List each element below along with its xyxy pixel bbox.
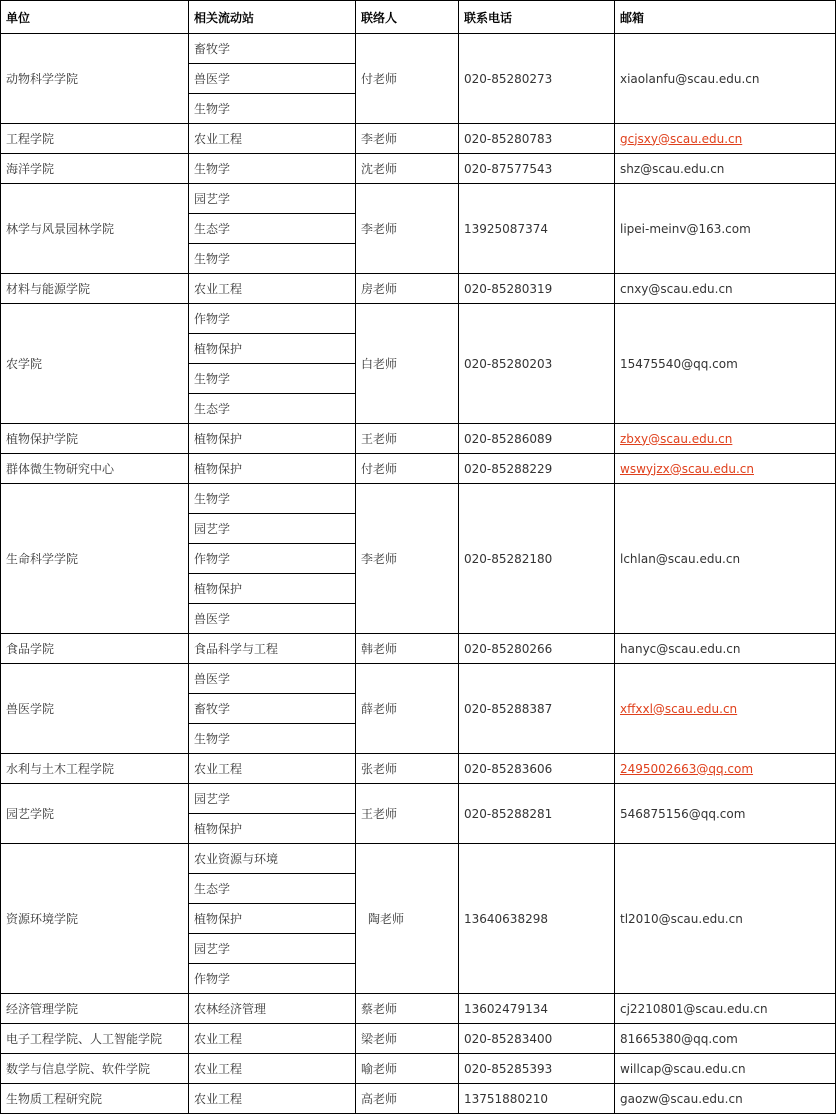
cell-station: 植物保护 bbox=[189, 424, 356, 454]
cell-phone: 020-85288229 bbox=[459, 454, 615, 484]
cell-station: 作物学 bbox=[189, 544, 356, 574]
email-link[interactable]: zbxy@scau.edu.cn bbox=[620, 431, 733, 446]
cell-email: shz@scau.edu.cn bbox=[615, 154, 836, 184]
cell-contact: 王老师 bbox=[356, 424, 459, 454]
cell-unit: 海洋学院 bbox=[1, 154, 189, 184]
cell-email: xiaolanfu@scau.edu.cn bbox=[615, 34, 836, 124]
cell-station: 农业工程 bbox=[189, 1054, 356, 1084]
cell-phone: 020-87577543 bbox=[459, 154, 615, 184]
cell-contact: 韩老师 bbox=[356, 634, 459, 664]
email-link[interactable]: wswyjzx@scau.edu.cn bbox=[620, 461, 754, 476]
cell-email: gaozw@scau.edu.cn bbox=[615, 1084, 836, 1114]
cell-station: 生态学 bbox=[189, 874, 356, 904]
table-row bbox=[1, 664, 836, 694]
table-row bbox=[1, 424, 836, 454]
cell-unit: 农学院 bbox=[1, 304, 189, 424]
cell-station: 园艺学 bbox=[189, 934, 356, 964]
cell-email: tl2010@scau.edu.cn bbox=[615, 844, 836, 994]
cell-station: 生物学 bbox=[189, 364, 356, 394]
cell-contact: 蔡老师 bbox=[356, 994, 459, 1024]
table-row bbox=[1, 304, 836, 334]
table-row bbox=[1, 124, 836, 154]
cell-contact: 李老师 bbox=[356, 184, 459, 274]
table-row bbox=[1, 1054, 836, 1084]
cell-email: hanyc@scau.edu.cn bbox=[615, 634, 836, 664]
cell-station: 作物学 bbox=[189, 304, 356, 334]
cell-contact: 喻老师 bbox=[356, 1054, 459, 1084]
cell-unit: 兽医学院 bbox=[1, 664, 189, 754]
table-row bbox=[1, 844, 836, 874]
cell-contact: 李老师 bbox=[356, 124, 459, 154]
cell-email: 15475540@qq.com bbox=[615, 304, 836, 424]
cell-station: 植物保护 bbox=[189, 334, 356, 364]
cell-station: 兽医学 bbox=[189, 64, 356, 94]
cell-phone: 020-85285393 bbox=[459, 1054, 615, 1084]
cell-unit: 生命科学学院 bbox=[1, 484, 189, 634]
table-row bbox=[1, 994, 836, 1024]
cell-email: lchlan@scau.edu.cn bbox=[615, 484, 836, 634]
cell-station: 兽医学 bbox=[189, 664, 356, 694]
cell-phone: 020-85280783 bbox=[459, 124, 615, 154]
header-contact: 联络人 bbox=[356, 1, 459, 34]
cell-contact: 王老师 bbox=[356, 784, 459, 844]
cell-contact: 白老师 bbox=[356, 304, 459, 424]
cell-station: 生物学 bbox=[189, 724, 356, 754]
cell-email bbox=[615, 754, 836, 784]
cell-phone: 020-85286089 bbox=[459, 424, 615, 454]
cell-unit: 群体微生物研究中心 bbox=[1, 454, 189, 484]
email-link[interactable]: xffxxl@scau.edu.cn bbox=[620, 701, 738, 716]
cell-station: 生态学 bbox=[189, 394, 356, 424]
cell-unit: 林学与风景园林学院 bbox=[1, 184, 189, 274]
cell-contact: 付老师 bbox=[356, 454, 459, 484]
table-row bbox=[1, 784, 836, 814]
cell-station: 农业工程 bbox=[189, 274, 356, 304]
cell-unit: 经济管理学院 bbox=[1, 994, 189, 1024]
cell-contact: 李老师 bbox=[356, 484, 459, 634]
cell-station: 植物保护 bbox=[189, 454, 356, 484]
cell-contact: 高老师 bbox=[356, 1084, 459, 1114]
table-row bbox=[1, 1024, 836, 1054]
cell-phone: 020-85280203 bbox=[459, 304, 615, 424]
cell-contact: 陶老师 bbox=[356, 844, 459, 994]
cell-email: lipei-meinv@163.com bbox=[615, 184, 836, 274]
cell-station: 农林经济管理 bbox=[189, 994, 356, 1024]
cell-unit: 动物科学学院 bbox=[1, 34, 189, 124]
cell-unit: 生物质工程研究院 bbox=[1, 1084, 189, 1114]
email-link[interactable]: gcjsxy@scau.edu.cn bbox=[620, 131, 743, 146]
cell-email: 81665380@qq.com bbox=[615, 1024, 836, 1054]
cell-phone: 13602479134 bbox=[459, 994, 615, 1024]
table-row bbox=[1, 454, 836, 484]
cell-station: 畜牧学 bbox=[189, 34, 356, 64]
cell-phone: 020-85282180 bbox=[459, 484, 615, 634]
cell-email bbox=[615, 424, 836, 454]
cell-email bbox=[615, 664, 836, 754]
table-row bbox=[1, 274, 836, 304]
cell-phone: 13751880210 bbox=[459, 1084, 615, 1114]
cell-phone: 13640638298 bbox=[459, 844, 615, 994]
cell-phone: 020-85283400 bbox=[459, 1024, 615, 1054]
cell-station: 园艺学 bbox=[189, 514, 356, 544]
cell-station: 农业工程 bbox=[189, 754, 356, 784]
cell-station: 生物学 bbox=[189, 154, 356, 184]
table-row bbox=[1, 484, 836, 514]
cell-email: willcap@scau.edu.cn bbox=[615, 1054, 836, 1084]
cell-station: 兽医学 bbox=[189, 604, 356, 634]
cell-email: cj2210801@scau.edu.cn bbox=[615, 994, 836, 1024]
cell-email: 546875156@qq.com bbox=[615, 784, 836, 844]
table-body bbox=[1, 34, 836, 1114]
cell-station: 生物学 bbox=[189, 94, 356, 124]
cell-station: 农业资源与环境 bbox=[189, 844, 356, 874]
email-link[interactable]: 2495002663@qq.com bbox=[620, 761, 754, 776]
cell-phone: 020-85288387 bbox=[459, 664, 615, 754]
table-row bbox=[1, 1084, 836, 1114]
header-row bbox=[1, 1, 836, 34]
cell-phone: 13925087374 bbox=[459, 184, 615, 274]
cell-phone: 020-85288281 bbox=[459, 784, 615, 844]
cell-email bbox=[615, 454, 836, 484]
cell-contact: 房老师 bbox=[356, 274, 459, 304]
cell-phone: 020-85280273 bbox=[459, 34, 615, 124]
cell-station: 植物保护 bbox=[189, 814, 356, 844]
cell-station: 农业工程 bbox=[189, 1024, 356, 1054]
cell-email bbox=[615, 124, 836, 154]
table-row bbox=[1, 754, 836, 784]
table-row bbox=[1, 34, 836, 64]
cell-contact: 梁老师 bbox=[356, 1024, 459, 1054]
header-phone: 联系电话 bbox=[459, 1, 615, 34]
cell-unit: 食品学院 bbox=[1, 634, 189, 664]
cell-station: 农业工程 bbox=[189, 1084, 356, 1114]
cell-station: 园艺学 bbox=[189, 184, 356, 214]
cell-contact: 付老师 bbox=[356, 34, 459, 124]
cell-contact: 薛老师 bbox=[356, 664, 459, 754]
header-email: 邮箱 bbox=[615, 1, 836, 34]
cell-station: 生态学 bbox=[189, 214, 356, 244]
cell-station: 园艺学 bbox=[189, 784, 356, 814]
cell-station: 农业工程 bbox=[189, 124, 356, 154]
cell-station: 植物保护 bbox=[189, 574, 356, 604]
cell-station: 作物学 bbox=[189, 964, 356, 994]
table-row bbox=[1, 184, 836, 214]
cell-contact: 沈老师 bbox=[356, 154, 459, 184]
cell-station: 植物保护 bbox=[189, 904, 356, 934]
table-row bbox=[1, 634, 836, 664]
header-stations: 相关流动站 bbox=[189, 1, 356, 34]
cell-unit: 工程学院 bbox=[1, 124, 189, 154]
cell-phone: 020-85283606 bbox=[459, 754, 615, 784]
cell-unit: 园艺学院 bbox=[1, 784, 189, 844]
cell-phone: 020-85280266 bbox=[459, 634, 615, 664]
cell-station: 生物学 bbox=[189, 244, 356, 274]
cell-station: 畜牧学 bbox=[189, 694, 356, 724]
cell-station: 生物学 bbox=[189, 484, 356, 514]
cell-phone: 020-85280319 bbox=[459, 274, 615, 304]
header-unit: 单位 bbox=[1, 1, 189, 34]
cell-station: 食品科学与工程 bbox=[189, 634, 356, 664]
cell-unit: 数学与信息学院、软件学院 bbox=[1, 1054, 189, 1084]
cell-unit: 植物保护学院 bbox=[1, 424, 189, 454]
cell-unit: 电子工程学院、人工智能学院 bbox=[1, 1024, 189, 1054]
cell-unit: 资源环境学院 bbox=[1, 844, 189, 994]
cell-contact: 张老师 bbox=[356, 754, 459, 784]
cell-email: cnxy@scau.edu.cn bbox=[615, 274, 836, 304]
table-row bbox=[1, 154, 836, 184]
cell-unit: 材料与能源学院 bbox=[1, 274, 189, 304]
cell-unit: 水利与土木工程学院 bbox=[1, 754, 189, 784]
